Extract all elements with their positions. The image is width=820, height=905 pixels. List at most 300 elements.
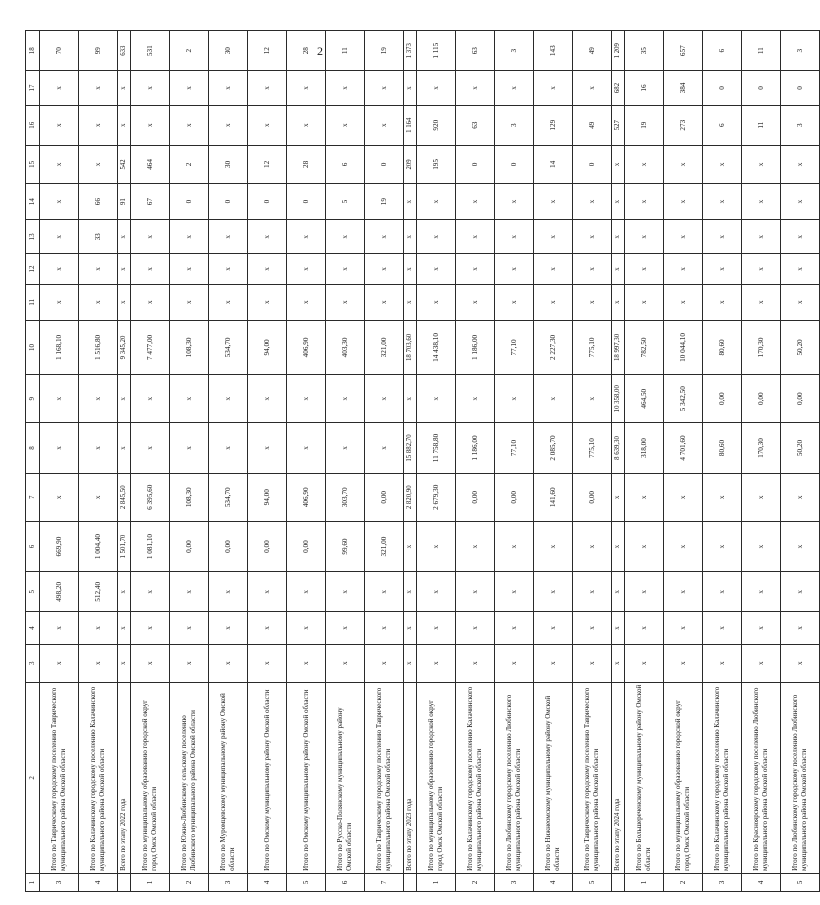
- value-cell: x: [79, 612, 118, 644]
- value-cell: x: [625, 572, 664, 612]
- value-cell: x: [404, 521, 417, 571]
- value-cell: x: [703, 145, 742, 183]
- value-cell: x: [573, 71, 612, 105]
- value-cell: 70: [40, 31, 79, 71]
- table-row: [40, 31, 79, 892]
- value-cell: x: [573, 375, 612, 423]
- value-cell: x: [170, 71, 209, 105]
- value-cell: x: [703, 521, 742, 571]
- table-row: [534, 31, 573, 892]
- value-cell: 108,30: [170, 473, 209, 521]
- value-cell: x: [79, 284, 118, 320]
- column-number-cell: 8: [26, 423, 40, 473]
- value-cell: x: [664, 284, 703, 320]
- value-cell: x: [365, 71, 404, 105]
- value-cell: x: [417, 521, 456, 571]
- value-cell: x: [40, 423, 79, 473]
- value-cell: x: [703, 220, 742, 254]
- value-cell: x: [495, 254, 534, 284]
- value-cell: x: [131, 375, 170, 423]
- column-number-cell: 4: [26, 612, 40, 644]
- row-label-cell: Итого по Таврическому городскому поселению Таврического муниципального района Омской области: [365, 682, 404, 873]
- value-cell: 9 345,20: [118, 320, 131, 374]
- value-cell: x: [456, 572, 495, 612]
- value-cell: 50,20: [781, 423, 820, 473]
- value-cell: x: [131, 644, 170, 682]
- column-number-cell: 13: [26, 220, 40, 254]
- row-index-cell: 2: [456, 873, 495, 891]
- value-cell: x: [131, 254, 170, 284]
- value-cell: x: [456, 184, 495, 220]
- value-cell: x: [79, 473, 118, 521]
- value-cell: x: [248, 220, 287, 254]
- value-cell: x: [495, 612, 534, 644]
- value-cell: 1 164: [404, 105, 417, 145]
- value-cell: x: [456, 284, 495, 320]
- row-label-cell: Итого по Любинскому городскому поселению Любинского муниципального района Омской области: [781, 682, 820, 873]
- column-number-cell: 15: [26, 145, 40, 183]
- table-row: [209, 31, 248, 892]
- value-cell: x: [365, 375, 404, 423]
- column-number-cell: 6: [26, 521, 40, 571]
- value-cell: x: [40, 375, 79, 423]
- value-cell: 30: [209, 31, 248, 71]
- page-number: 2: [317, 44, 323, 58]
- value-cell: 0: [209, 184, 248, 220]
- value-cell: x: [326, 220, 365, 254]
- value-cell: x: [534, 521, 573, 571]
- value-cell: x: [417, 375, 456, 423]
- value-cell: 1 081,10: [131, 521, 170, 571]
- value-cell: x: [417, 71, 456, 105]
- value-cell: x: [326, 612, 365, 644]
- value-cell: x: [625, 521, 664, 571]
- value-cell: x: [170, 284, 209, 320]
- value-cell: 775,10: [573, 423, 612, 473]
- value-cell: 7 477,00: [131, 320, 170, 374]
- value-cell: 0: [365, 145, 404, 183]
- value-cell: x: [781, 145, 820, 183]
- value-cell: 1 501,70: [118, 521, 131, 571]
- value-cell: x: [742, 184, 781, 220]
- value-cell: x: [534, 184, 573, 220]
- value-cell: x: [781, 220, 820, 254]
- value-cell: 67: [131, 184, 170, 220]
- value-cell: 498,20: [40, 572, 79, 612]
- value-cell: x: [326, 284, 365, 320]
- value-cell: x: [495, 375, 534, 423]
- value-cell: x: [664, 644, 703, 682]
- value-cell: 531: [131, 31, 170, 71]
- value-cell: x: [742, 220, 781, 254]
- value-cell: 1 186,00: [456, 320, 495, 374]
- value-cell: x: [170, 375, 209, 423]
- row-label-cell: Итого по Нижнеомскому муниципальному району Омской области: [534, 682, 573, 873]
- column-number-cell: 1: [26, 873, 40, 891]
- value-cell: x: [79, 644, 118, 682]
- value-cell: 512,40: [79, 572, 118, 612]
- value-cell: 49: [573, 31, 612, 71]
- value-cell: x: [248, 284, 287, 320]
- value-cell: x: [287, 254, 326, 284]
- value-cell: x: [573, 284, 612, 320]
- value-cell: x: [404, 284, 417, 320]
- value-cell: 49: [573, 105, 612, 145]
- value-cell: 77,10: [495, 423, 534, 473]
- value-cell: x: [612, 612, 625, 644]
- value-cell: x: [170, 220, 209, 254]
- value-cell: x: [404, 644, 417, 682]
- column-number-cell: 11: [26, 284, 40, 320]
- value-cell: 782,50: [625, 320, 664, 374]
- table-row: [573, 31, 612, 892]
- value-cell: 99,60: [326, 521, 365, 571]
- value-cell: x: [326, 105, 365, 145]
- value-cell: x: [287, 220, 326, 254]
- value-cell: x: [781, 284, 820, 320]
- row-label-cell: Итого по Русско-Полянскому муниципальному району Омской области: [326, 682, 365, 873]
- value-cell: x: [40, 612, 79, 644]
- value-cell: x: [625, 473, 664, 521]
- value-cell: x: [664, 612, 703, 644]
- value-cell: 0,00: [742, 375, 781, 423]
- value-cell: 5: [326, 184, 365, 220]
- value-cell: x: [534, 254, 573, 284]
- row-index-cell: [404, 873, 417, 891]
- value-cell: 99: [79, 31, 118, 71]
- row-label-cell: Итого по Большереченскому муниципальному району Омской области: [625, 682, 664, 873]
- value-cell: x: [248, 105, 287, 145]
- value-cell: 12: [248, 31, 287, 71]
- row-index-cell: 3: [495, 873, 534, 891]
- value-cell: x: [612, 284, 625, 320]
- value-cell: 0: [248, 184, 287, 220]
- value-cell: x: [287, 423, 326, 473]
- value-cell: 11: [742, 105, 781, 145]
- stage-total-row: [118, 31, 131, 892]
- value-cell: x: [118, 423, 131, 473]
- value-cell: x: [742, 473, 781, 521]
- value-cell: x: [365, 423, 404, 473]
- value-cell: x: [365, 284, 404, 320]
- value-cell: x: [118, 220, 131, 254]
- value-cell: x: [170, 105, 209, 145]
- row-label-cell: Всего по этапу 2023 года: [404, 682, 417, 873]
- row-label-cell: Итого по Муромцевскому муниципальному району Омской области: [209, 682, 248, 873]
- value-cell: x: [365, 220, 404, 254]
- value-cell: x: [404, 572, 417, 612]
- value-cell: x: [495, 220, 534, 254]
- value-cell: 143: [534, 31, 573, 71]
- value-cell: 6: [703, 31, 742, 71]
- value-cell: 80,60: [703, 320, 742, 374]
- value-cell: x: [40, 105, 79, 145]
- value-cell: 1 209: [612, 31, 625, 71]
- column-number-cell: 18: [26, 31, 40, 71]
- value-cell: 15 882,70: [404, 423, 417, 473]
- value-cell: 0,00: [781, 375, 820, 423]
- value-cell: 0: [456, 145, 495, 183]
- value-cell: 1 168,10: [40, 320, 79, 374]
- value-cell: 0: [287, 184, 326, 220]
- table-row: [703, 31, 742, 892]
- value-cell: 6 395,60: [131, 473, 170, 521]
- value-cell: x: [248, 254, 287, 284]
- value-cell: 303,70: [326, 473, 365, 521]
- row-index-cell: 2: [664, 873, 703, 891]
- value-cell: 2 085,70: [534, 423, 573, 473]
- value-cell: 19: [625, 105, 664, 145]
- value-cell: 6: [326, 145, 365, 183]
- value-cell: x: [534, 644, 573, 682]
- value-cell: x: [209, 220, 248, 254]
- value-cell: 464,50: [625, 375, 664, 423]
- value-cell: x: [534, 71, 573, 105]
- value-cell: x: [131, 284, 170, 320]
- value-cell: x: [287, 375, 326, 423]
- value-cell: x: [417, 284, 456, 320]
- value-cell: x: [703, 284, 742, 320]
- value-cell: x: [40, 184, 79, 220]
- table-row: [170, 31, 209, 892]
- value-cell: x: [781, 184, 820, 220]
- value-cell: x: [209, 105, 248, 145]
- value-cell: 3: [495, 31, 534, 71]
- value-cell: 384: [664, 71, 703, 105]
- value-cell: x: [625, 145, 664, 183]
- value-cell: x: [625, 644, 664, 682]
- value-cell: x: [365, 572, 404, 612]
- value-cell: x: [40, 71, 79, 105]
- value-cell: x: [170, 423, 209, 473]
- table-row: [456, 31, 495, 892]
- value-cell: x: [287, 644, 326, 682]
- value-cell: 170,30: [742, 423, 781, 473]
- value-cell: x: [248, 423, 287, 473]
- value-cell: 3: [781, 31, 820, 71]
- value-cell: x: [417, 184, 456, 220]
- value-cell: x: [118, 254, 131, 284]
- value-cell: x: [781, 572, 820, 612]
- value-cell: 321,00: [365, 320, 404, 374]
- value-cell: x: [625, 612, 664, 644]
- row-index-cell: [612, 873, 625, 891]
- row-label-cell: Всего по этапу 2024 года: [612, 682, 625, 873]
- value-cell: x: [742, 521, 781, 571]
- value-cell: x: [131, 220, 170, 254]
- row-label-cell: Итого по Омскому муниципальному району Омской области: [287, 682, 326, 873]
- value-cell: x: [79, 375, 118, 423]
- value-cell: x: [495, 521, 534, 571]
- value-cell: x: [404, 184, 417, 220]
- row-label-cell: Итого по Южно-Любинскому сельскому поселению Любинского муниципального района Омской области: [170, 682, 209, 873]
- value-cell: 8 639,30: [612, 423, 625, 473]
- value-cell: 10 358,00: [612, 375, 625, 423]
- value-cell: x: [573, 572, 612, 612]
- value-cell: x: [534, 220, 573, 254]
- value-cell: x: [664, 572, 703, 612]
- value-cell: x: [40, 473, 79, 521]
- header-row: [26, 31, 40, 892]
- value-cell: 406,90: [287, 473, 326, 521]
- value-cell: x: [456, 375, 495, 423]
- value-cell: 94,00: [248, 320, 287, 374]
- value-cell: x: [573, 612, 612, 644]
- value-cell: 682: [612, 71, 625, 105]
- value-cell: x: [131, 71, 170, 105]
- value-cell: x: [79, 105, 118, 145]
- value-cell: x: [534, 572, 573, 612]
- row-index-cell: 1: [625, 873, 664, 891]
- value-cell: 1 516,80: [79, 320, 118, 374]
- column-number-cell: 14: [26, 184, 40, 220]
- value-cell: 542: [118, 145, 131, 183]
- value-cell: x: [40, 644, 79, 682]
- value-cell: x: [625, 220, 664, 254]
- value-cell: x: [170, 254, 209, 284]
- value-cell: x: [404, 375, 417, 423]
- value-cell: x: [40, 284, 79, 320]
- value-cell: 1 004,40: [79, 521, 118, 571]
- value-cell: x: [612, 184, 625, 220]
- value-cell: x: [495, 644, 534, 682]
- row-index-cell: 1: [417, 873, 456, 891]
- value-cell: x: [209, 254, 248, 284]
- value-cell: 321,00: [365, 521, 404, 571]
- value-cell: 33: [79, 220, 118, 254]
- value-cell: x: [625, 284, 664, 320]
- value-cell: 14 438,10: [417, 320, 456, 374]
- value-cell: 0,00: [365, 473, 404, 521]
- table-row: [287, 31, 326, 892]
- value-cell: x: [40, 145, 79, 183]
- value-cell: 527: [612, 105, 625, 145]
- value-cell: 28: [287, 145, 326, 183]
- value-cell: x: [664, 145, 703, 183]
- value-cell: x: [131, 572, 170, 612]
- value-cell: x: [79, 254, 118, 284]
- value-cell: x: [417, 220, 456, 254]
- value-cell: x: [703, 254, 742, 284]
- value-cell: 406,90: [287, 320, 326, 374]
- value-cell: x: [287, 71, 326, 105]
- value-cell: 30: [209, 145, 248, 183]
- value-cell: x: [404, 254, 417, 284]
- stage-total-row: [404, 31, 417, 892]
- value-cell: 129: [534, 105, 573, 145]
- table-row: [365, 31, 404, 892]
- value-cell: x: [573, 220, 612, 254]
- row-index-cell: 1: [131, 873, 170, 891]
- value-cell: 2 845,50: [118, 473, 131, 521]
- value-cell: x: [612, 473, 625, 521]
- table-row: [625, 31, 664, 892]
- value-cell: x: [118, 644, 131, 682]
- value-cell: x: [365, 105, 404, 145]
- value-cell: x: [456, 71, 495, 105]
- value-cell: 19: [365, 184, 404, 220]
- value-cell: x: [573, 254, 612, 284]
- value-cell: 3: [495, 105, 534, 145]
- value-cell: 0,00: [209, 521, 248, 571]
- value-cell: x: [495, 572, 534, 612]
- table-row: [248, 31, 287, 892]
- table-row: [326, 31, 365, 892]
- value-cell: 18 703,60: [404, 320, 417, 374]
- value-cell: x: [456, 521, 495, 571]
- value-cell: 3: [781, 105, 820, 145]
- value-cell: 108,30: [170, 320, 209, 374]
- value-cell: 12: [248, 145, 287, 183]
- value-cell: 28: [287, 31, 326, 71]
- value-cell: 10 044,10: [664, 320, 703, 374]
- value-cell: x: [118, 612, 131, 644]
- value-cell: x: [664, 220, 703, 254]
- value-cell: x: [118, 284, 131, 320]
- table-row: [79, 31, 118, 892]
- table-row: [664, 31, 703, 892]
- row-label-cell: Итого по Калачинскому городскому поселению Калачинского муниципального района Омской области: [703, 682, 742, 873]
- value-cell: x: [495, 284, 534, 320]
- row-index-cell: 5: [287, 873, 326, 891]
- value-cell: 77,10: [495, 320, 534, 374]
- value-cell: x: [781, 612, 820, 644]
- value-cell: 6: [703, 105, 742, 145]
- value-cell: x: [664, 184, 703, 220]
- value-cell: 0: [703, 71, 742, 105]
- value-cell: x: [573, 521, 612, 571]
- value-cell: x: [365, 612, 404, 644]
- value-cell: 657: [664, 31, 703, 71]
- value-cell: x: [612, 644, 625, 682]
- row-label-cell: Итого по муниципальному образованию городской округ город Омск Омской области: [417, 682, 456, 873]
- value-cell: 11: [742, 31, 781, 71]
- value-cell: x: [742, 572, 781, 612]
- value-cell: 91: [118, 184, 131, 220]
- value-cell: x: [209, 71, 248, 105]
- value-cell: 0: [573, 145, 612, 183]
- value-cell: x: [248, 612, 287, 644]
- value-cell: 1 373: [404, 31, 417, 71]
- value-cell: 11: [326, 31, 365, 71]
- row-index-cell: 3: [40, 873, 79, 891]
- value-cell: 1 115: [417, 31, 456, 71]
- value-cell: x: [417, 644, 456, 682]
- value-cell: x: [170, 612, 209, 644]
- value-cell: x: [703, 612, 742, 644]
- value-cell: x: [456, 254, 495, 284]
- value-cell: x: [703, 572, 742, 612]
- value-cell: x: [742, 254, 781, 284]
- value-cell: x: [287, 284, 326, 320]
- value-cell: x: [248, 572, 287, 612]
- value-cell: x: [417, 612, 456, 644]
- value-cell: 0,00: [495, 473, 534, 521]
- value-cell: 0,00: [456, 473, 495, 521]
- column-number-cell: 7: [26, 473, 40, 521]
- table-row: [417, 31, 456, 892]
- value-cell: x: [742, 644, 781, 682]
- value-cell: x: [742, 145, 781, 183]
- value-cell: 19: [365, 31, 404, 71]
- value-cell: 2 227,30: [534, 320, 573, 374]
- value-cell: x: [79, 423, 118, 473]
- value-cell: 14: [534, 145, 573, 183]
- value-cell: x: [326, 644, 365, 682]
- value-cell: 0,00: [248, 521, 287, 571]
- value-cell: x: [703, 644, 742, 682]
- value-cell: x: [703, 473, 742, 521]
